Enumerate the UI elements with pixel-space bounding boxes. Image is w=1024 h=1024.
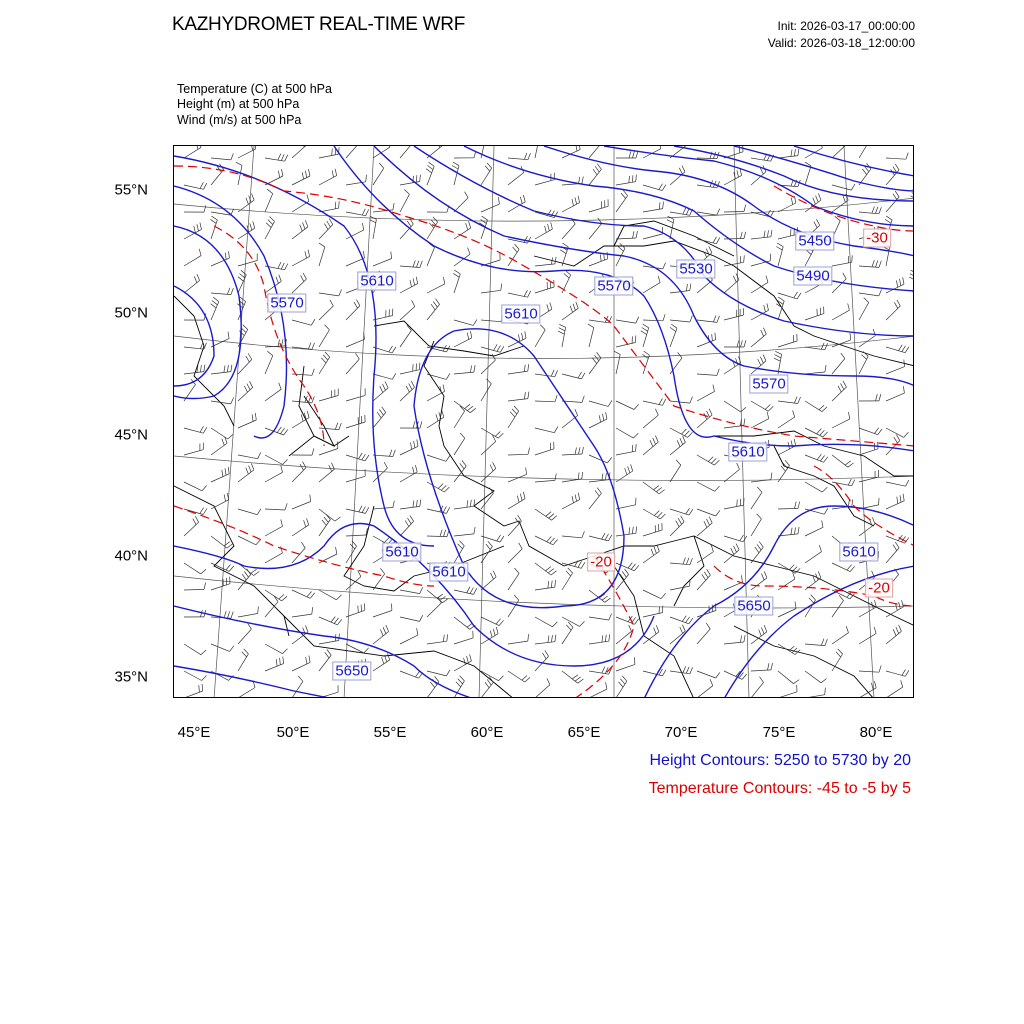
height-contour-label: 5610	[429, 563, 468, 582]
lat-label: 55°N	[114, 181, 148, 199]
height-contour-label: 5610	[357, 272, 396, 291]
field-temperature: Temperature (C) at 500 hPa	[177, 82, 332, 96]
temperature-contour-label: -30	[863, 229, 891, 248]
lon-label: 45°E	[177, 724, 211, 741]
lon-label: 55°E	[373, 724, 407, 741]
lon-label: 60°E	[470, 724, 504, 741]
lat-label: 40°N	[114, 547, 148, 565]
height-contour-label: 5530	[676, 260, 715, 279]
lat-label: 50°N	[114, 304, 148, 322]
height-contour-label: 5650	[332, 662, 371, 681]
height-contour-label: 5610	[728, 443, 767, 462]
lat-label: 45°N	[114, 426, 148, 444]
wind-barbs	[184, 146, 914, 698]
height-contour-label: 5570	[594, 277, 633, 296]
legend-height: Height Contours: 5250 to 5730 by 20	[649, 752, 911, 769]
valid-time: Valid: 2026-03-18_12:00:00	[767, 36, 915, 50]
temperature-contour-label: -20	[587, 553, 615, 572]
lat-label: 35°N	[114, 668, 148, 686]
height-contour-label: 5450	[795, 232, 834, 251]
lon-label: 65°E	[567, 724, 601, 741]
height-contour-label: 5490	[793, 267, 832, 286]
lon-label: 50°E	[276, 724, 310, 741]
field-wind: Wind (m/s) at 500 hPa	[177, 113, 302, 127]
legend-temperature: Temperature Contours: -45 to -5 by 5	[648, 780, 911, 797]
height-contours	[174, 146, 914, 698]
height-contour-label: 5610	[382, 543, 421, 562]
graticule	[174, 146, 914, 698]
height-contour-label: 5610	[501, 305, 540, 324]
map-panel	[173, 145, 914, 698]
height-contour-label: 5570	[267, 294, 306, 313]
height-contour-label: 5610	[839, 543, 878, 562]
field-height: Height (m) at 500 hPa	[177, 97, 300, 111]
map-canvas	[174, 146, 914, 698]
lon-label: 70°E	[664, 724, 698, 741]
lon-label: 75°E	[762, 724, 796, 741]
chart-title: KAZHYDROMET REAL-TIME WRF	[172, 14, 465, 35]
init-time: Init: 2026-03-17_00:00:00	[777, 19, 915, 33]
lon-label: 80°E	[859, 724, 893, 741]
temperature-contour-label: -20	[865, 579, 893, 598]
height-contour-label: 5570	[749, 375, 788, 394]
height-contour-label: 5650	[734, 597, 773, 616]
